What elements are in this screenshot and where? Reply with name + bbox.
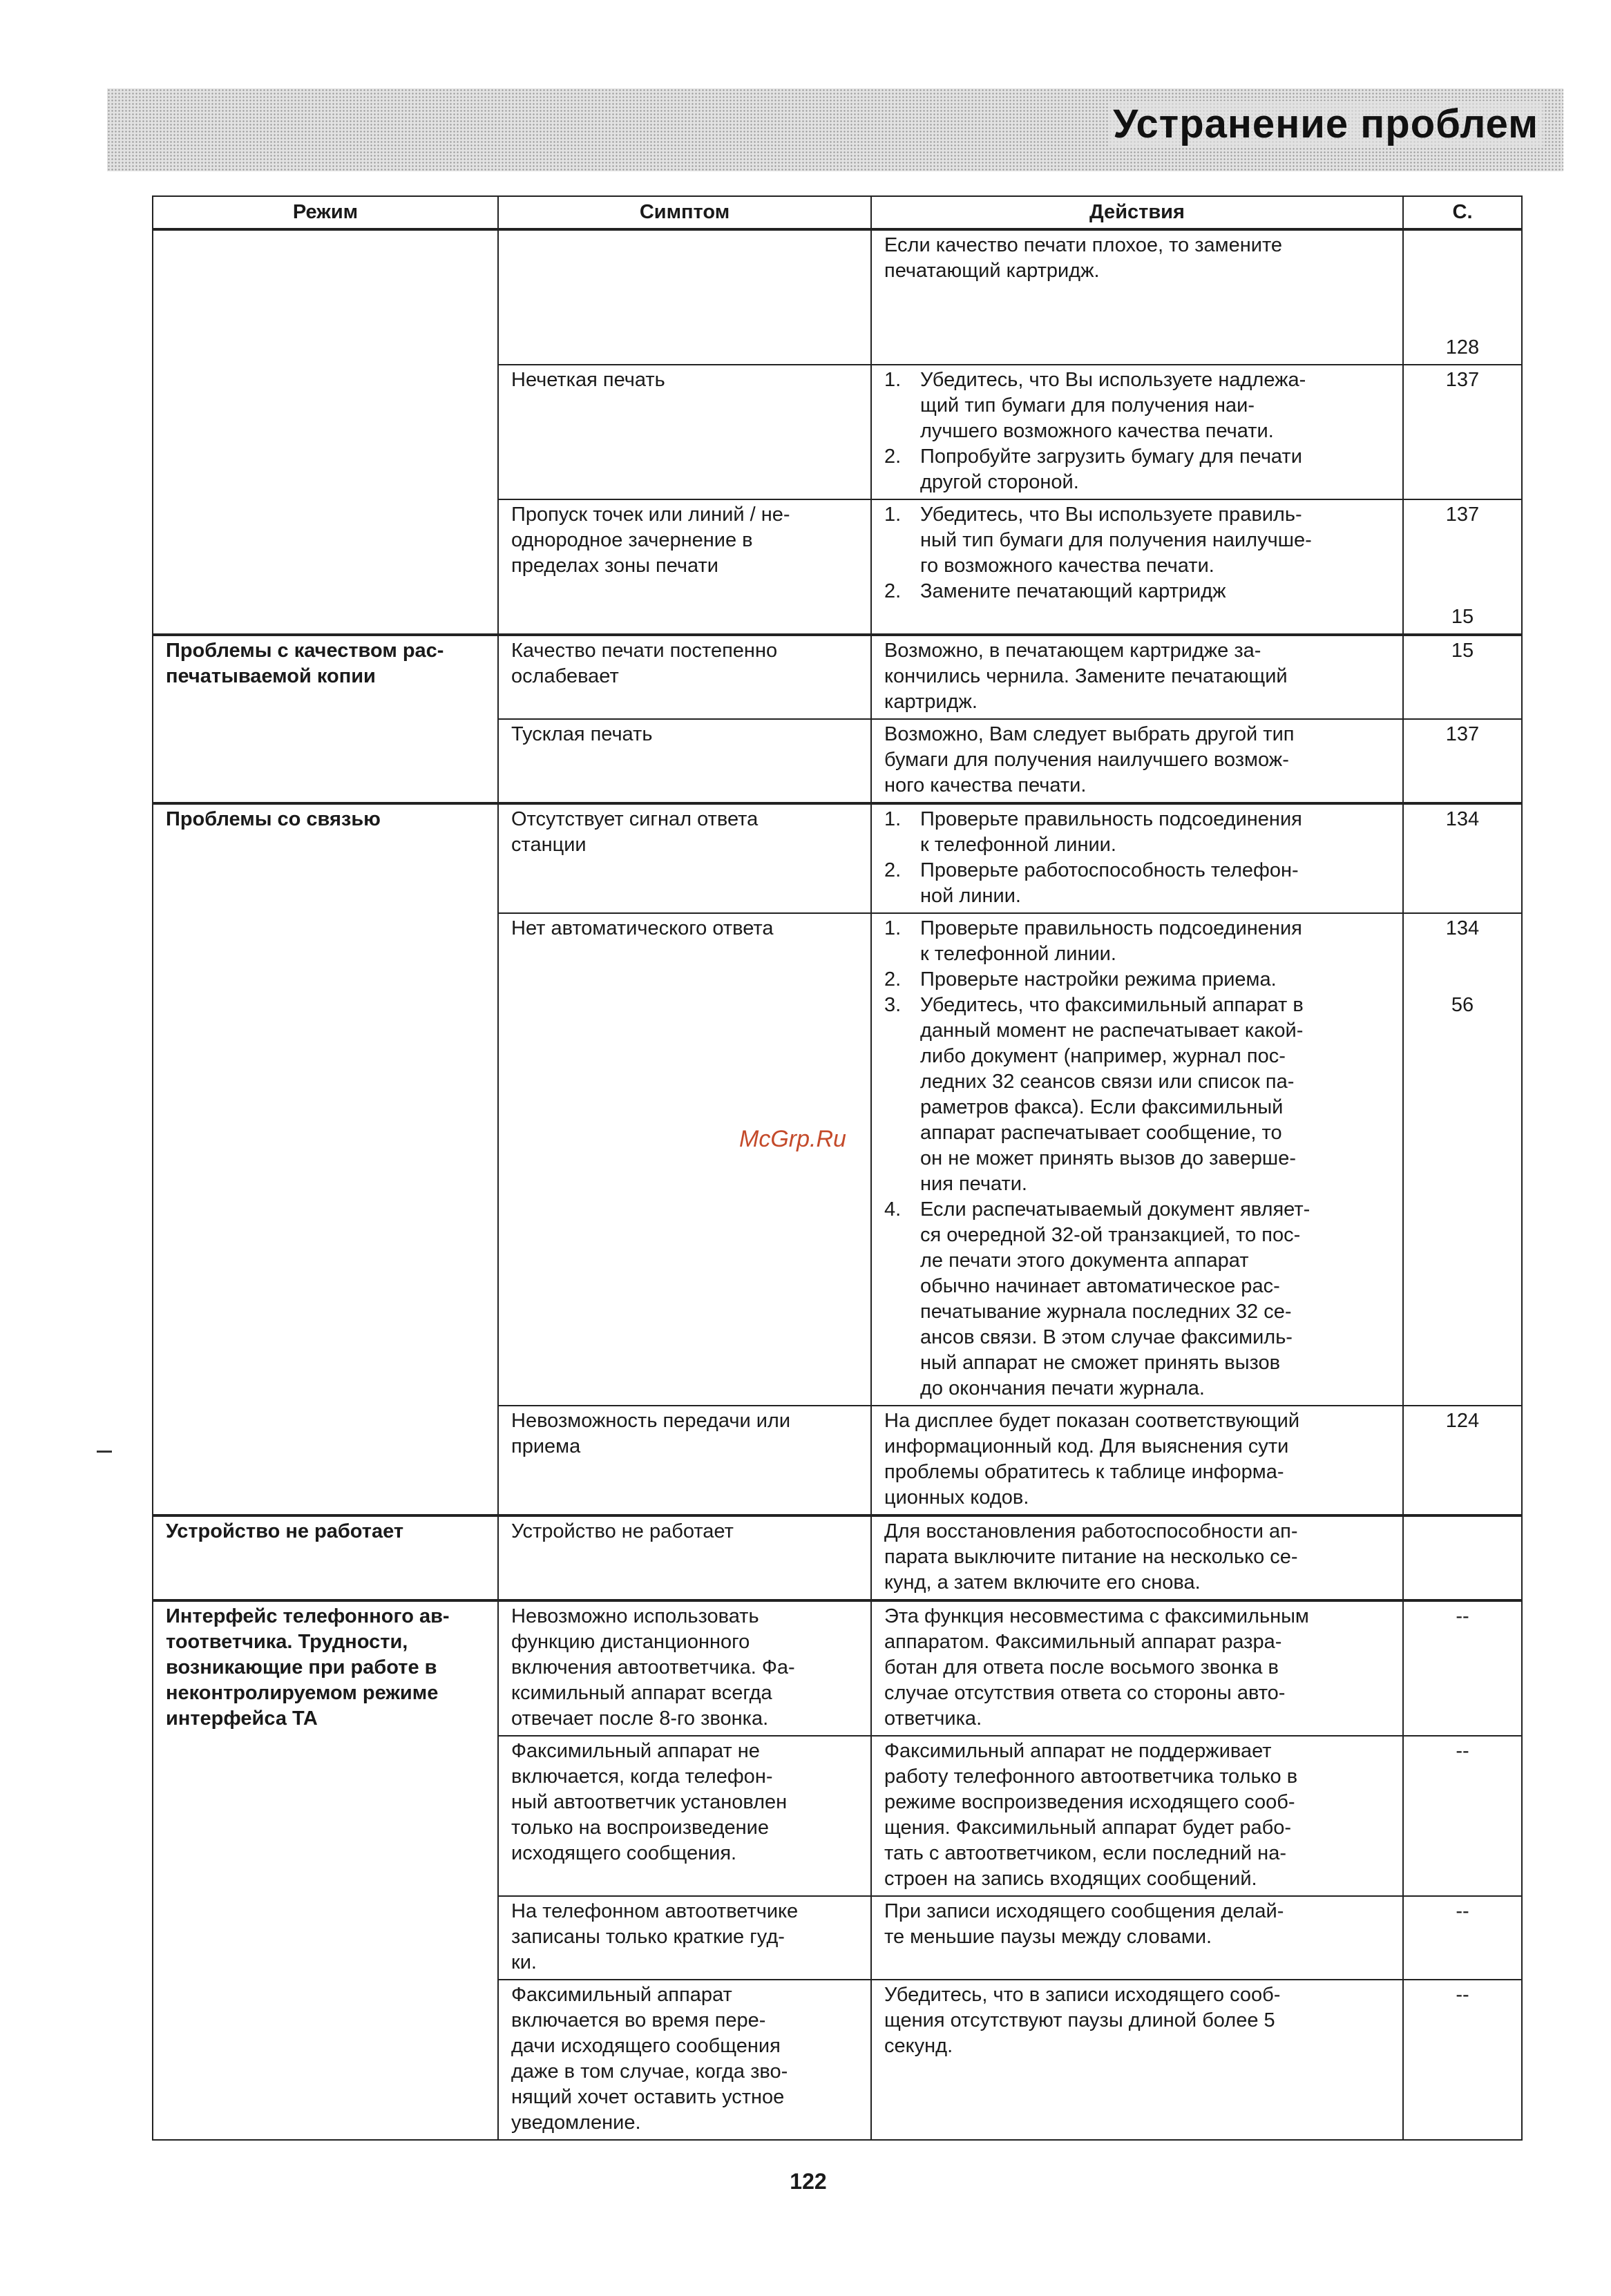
column-header-page: С. [1403,196,1522,229]
step-number: 4. [884,1198,902,1221]
page-ref-cell [1403,913,1522,1406]
step-number: 3. [884,994,902,1016]
page-ref [1416,233,1509,258]
symptom-cell: Отсутствует сигнал ответа станции [498,803,871,913]
page-ref: 137 [1445,504,1480,526]
page-ref-cell [1403,499,1522,635]
symptom-cell: Факсимильный аппарат не включается, когда телефон- ный автоответчик установлен только на воспроизведение исходящего сообщения. [498,1736,871,1896]
column-header-symptom: Симптом [498,196,871,229]
action-cell [871,365,1403,499]
table-row [153,229,1522,365]
symptom-cell: Пропуск точек или линий / не- однородное зачернение в пределах зоны печати [498,499,871,635]
page-title: Устранение проблем [1109,101,1543,147]
step-text: Попробуйте загрузить бумагу для печати другой стороной. [920,446,1302,493]
action-cell: Если качество печати плохое, то замените печатающий картридж. [871,229,1403,365]
action-steps [884,367,1390,495]
step-text: Если распечатываемый документ являет- ся очередной 32-ой транзакцией, то пос- ле печати этого документа аппарат обычно начинает автоматическое рас- печатывание журнала последних 32 се- ансов связи. В этом случае факсимиль- ный аппарат не сможет принять вызов до окончания печати журнала. [920,1198,1310,1399]
action-cell [871,499,1403,635]
symptom-cell: На телефонном автоответчике записаны только краткие гуд- ки. [498,1896,871,1980]
symptom-cell: Качество печати постепенно ослабевает [498,635,871,719]
page-ref-cell [1403,229,1522,365]
table-row [153,635,1522,719]
action-step [884,807,1390,858]
action-cell: Для восстановления работоспособности ап- парата выключите питание на несколько се- кунд, а затем включите его снова. [871,1515,1403,1600]
action-step [884,502,1390,579]
step-number: 2. [884,859,902,881]
action-step [884,579,1390,604]
column-header-action: Действия [871,196,1403,229]
action-cell: Возможно, в печатающем картридже за- кончились чернила. Замените печатающий картридж. [871,635,1403,719]
step-number: 1. [884,808,902,830]
page-ref-cell [1403,1896,1522,1980]
page-ref: 134 [1445,808,1480,830]
action-cell [871,913,1403,1406]
table-row [153,1515,1522,1600]
step-text: Проверьте правильность подсоединения к телефонной линии. [920,808,1302,856]
page-ref [1416,528,1509,553]
step-number: 1. [884,504,902,526]
step-text: Проверьте работоспособность телефон- ной линии. [920,859,1299,907]
mode-cell: Интерфейс телефонного ав- тоответчика. Трудности, возникающие при работе в неконтролируемом режиме интерфейса ТА [153,1600,498,2140]
step-text: Убедитесь, что Вы используете надлежа- щий тип бумаги для получения наи- лучшего возможного качества печати. [920,369,1306,442]
page-ref: -- [1456,1740,1469,1762]
page-ref: -- [1456,1605,1469,1627]
page-ref-cell [1403,719,1522,803]
page-ref: -- [1456,1984,1469,2006]
page-ref-cell [1403,1406,1522,1515]
mode-cell: Устройство не работает [153,1515,498,1600]
page-ref: 124 [1445,1410,1480,1432]
step-text: Замените печатающий картридж [920,580,1226,602]
action-cell: Возможно, Вам следует выбрать другой тип бумаги для получения наилучшего возмож- ного качества печати. [871,719,1403,803]
symptom-cell: Нет автоматического ответа [498,913,871,1406]
page-ref [1416,309,1509,335]
action-steps [884,916,1390,1401]
action-cell: Эта функция несовместима с факсимильным аппаратом. Факсимильный аппарат разра- ботан для ответа после восьмого звонка в случае отсутствия ответа со стороны авто- ответчика. [871,1600,1403,1736]
page-ref [1416,941,1509,967]
mode-cell: Проблемы со связью [153,803,498,1515]
symptom-cell: Устройство не работает [498,1515,871,1600]
action-cell [871,803,1403,913]
symptom-cell: Тусклая печать [498,719,871,803]
page-ref [1416,967,1509,993]
page-ref-cell [1403,1980,1522,2140]
symptom-cell: Нечеткая печать [498,365,871,499]
margin-mark [97,1451,112,1453]
page-ref [1416,579,1509,604]
step-number: 1. [884,369,902,391]
table-row [153,1600,1522,1736]
page-number: 122 [790,2169,827,2194]
page-ref: 15 [1451,606,1474,628]
page-ref-cell [1403,1600,1522,1736]
table-header-row [153,196,1522,229]
page-ref [1416,284,1509,309]
page-ref [1416,258,1509,284]
step-number: 2. [884,446,902,468]
page-ref-cell [1403,803,1522,913]
page-ref [1416,553,1509,579]
watermark: McGrp.Ru [739,1126,846,1152]
page-ref: 134 [1445,917,1480,939]
page-ref: 56 [1451,994,1474,1016]
table-body [153,229,1522,2140]
step-number: 2. [884,968,902,991]
table-row [153,803,1522,913]
step-text: Проверьте настройки режима приема. [920,968,1277,991]
action-steps [884,502,1390,604]
header-banner [107,88,1563,171]
symptom-cell [498,229,871,365]
action-cell: На дисплее будет показан соответствующий информационный код. Для выяснения сути проблемы обратитесь к таблице информа- ционных кодов. [871,1406,1403,1515]
action-step [884,1197,1390,1401]
action-steps [884,807,1390,909]
step-text: Убедитесь, что Вы используете правиль- ный тип бумаги для получения наилучше- го возможного качества печати. [920,504,1312,577]
step-number: 1. [884,917,902,939]
column-header-mode: Режим [153,196,498,229]
action-cell: Убедитесь, что в записи исходящего сооб- щения отсутствуют паузы длиной более 5 секунд. [871,1980,1403,2140]
page-ref: -- [1456,1900,1469,1922]
symptom-cell: Невозможность передачи или приема [498,1406,871,1515]
action-cell: При записи исходящего сообщения делай- те меньшие паузы между словами. [871,1896,1403,1980]
troubleshooting-table [152,195,1523,2141]
mode-cell [153,229,498,635]
step-text: Проверьте правильность подсоединения к телефонной линии. [920,917,1302,965]
step-number: 2. [884,580,902,602]
page-ref: 128 [1445,336,1480,358]
symptom-cell: Невозможно использовать функцию дистанционного включения автоответчика. Фа- ксимильный аппарат всегда отвечает после 8-го звонка. [498,1600,871,1736]
page-ref: 137 [1445,369,1480,391]
page-ref [1416,1519,1509,1544]
action-step [884,993,1390,1197]
action-step [884,367,1390,444]
page-ref: 15 [1451,640,1474,662]
action-step [884,858,1390,909]
step-text: Убедитесь, что факсимильный аппарат в данный момент не распечатывает какой- либо документ (например, журнал пос- ледних 32 сеансов связи или список па- раметров факса). Если факсимильный аппарат распечатывает сообщение, то он не может принять вызов до заверше- ния печати. [920,994,1304,1195]
action-step [884,967,1390,993]
symptom-cell: Факсимильный аппарат включается во время пере- дачи исходящего сообщения даже в том случае, когда зво- нящий хочет оставить устное уведомление. [498,1980,871,2140]
action-step [884,916,1390,967]
page-ref-cell [1403,1736,1522,1896]
mode-cell: Проблемы с качеством рас- печатываемой копии [153,635,498,803]
action-cell: Факсимильный аппарат не поддерживает работу телефонного автоответчика только в режиме воспроизведения исходящего сооб- щения. Факсимильный аппарат будет рабо- тать с автоответчиком, если последний на- строен на запись входящих сообщений. [871,1736,1403,1896]
page-ref-cell [1403,365,1522,499]
page-ref-cell [1403,635,1522,719]
page-ref: 137 [1445,723,1480,745]
action-step [884,444,1390,495]
page-ref-cell [1403,1515,1522,1600]
